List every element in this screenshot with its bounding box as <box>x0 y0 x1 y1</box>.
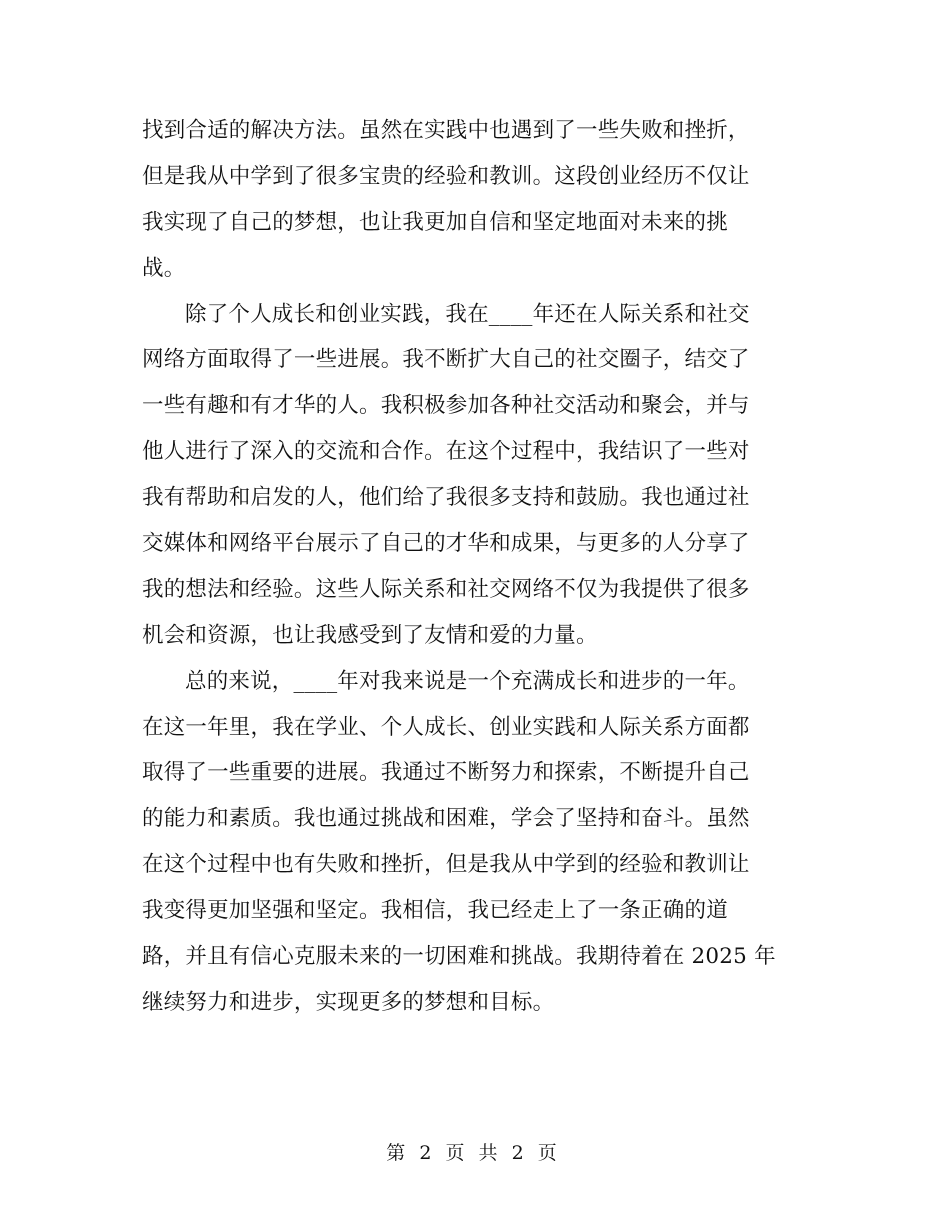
text-line: 继续努力和进步，实现更多的梦想和目标。 <box>142 989 555 1015</box>
text-line: 我实现了自己的梦想，也让我更加自信和坚定地面对未来的挑 <box>142 209 728 235</box>
paragraph <box>142 292 812 659</box>
text-line: 路，并且有信心克服未来的一切困难和挑战。我期待着在 2025 年 <box>142 944 776 970</box>
text-line: 我变得更加坚强和坚定。我相信，我已经走上了一条正确的道 <box>142 898 728 924</box>
text-line: 网络方面取得了一些进展。我不断扩大自己的社交圈子，结交了 <box>142 347 750 373</box>
text-line: 找到合适的解决方法。虽然在实践中也遇到了一些失败和挫折， <box>142 118 750 143</box>
text-line: 他人进行了深入的交流和合作。在这个过程中，我结识了一些对 <box>142 439 750 465</box>
footer-total-unit: 页 <box>537 1142 558 1164</box>
footer-total-pages: 2 <box>511 1142 525 1164</box>
text-line: 总的来说，____年对我来说是一个充满成长和进步的一年。 <box>185 668 750 694</box>
text-line: 我的想法和经验。这些人际关系和社交网络不仅为我提供了很多 <box>142 576 750 602</box>
text-line: 我有帮助和启发的人，他们给了我很多支持和鼓励。我也通过社 <box>142 485 750 511</box>
text-line: 除了个人成长和创业实践，我在____年还在人际关系和社交 <box>185 301 750 327</box>
text-line: 机会和资源，也让我感受到了友情和爱的力量。 <box>142 622 598 648</box>
text-line: 一些有趣和有才华的人。我积极参加各种社交活动和聚会，并与 <box>142 393 750 419</box>
text-line: 在这一年里，我在学业、个人成长、创业实践和人际关系方面都 <box>142 714 750 740</box>
footer-page-label: 第 <box>386 1142 407 1164</box>
text-line: 交媒体和网络平台展示了自己的才华和成果，与更多的人分享了 <box>142 531 750 557</box>
text-line: 取得了一些重要的进展。我通过不断努力和探索，不断提升自己 <box>142 760 750 786</box>
document-body <box>142 108 812 1026</box>
footer-current-page: 2 <box>419 1142 433 1164</box>
text-line: 战。 <box>142 255 186 281</box>
footer-page-unit: 页 <box>445 1142 466 1164</box>
paragraph <box>142 108 812 292</box>
text-line: 在这个过程中也有失败和挫折，但是我从中学到的经验和教训让 <box>142 852 750 878</box>
text-line: 但是我从中学到了很多宝贵的经验和教训。这段创业经历不仅让 <box>142 163 750 189</box>
paragraph <box>142 659 812 1026</box>
text-line: 的能力和素质。我也通过挑战和困难，学会了坚持和奋斗。虽然 <box>142 806 750 832</box>
page-footer <box>0 1138 950 1165</box>
footer-total-label: 共 <box>478 1142 499 1164</box>
